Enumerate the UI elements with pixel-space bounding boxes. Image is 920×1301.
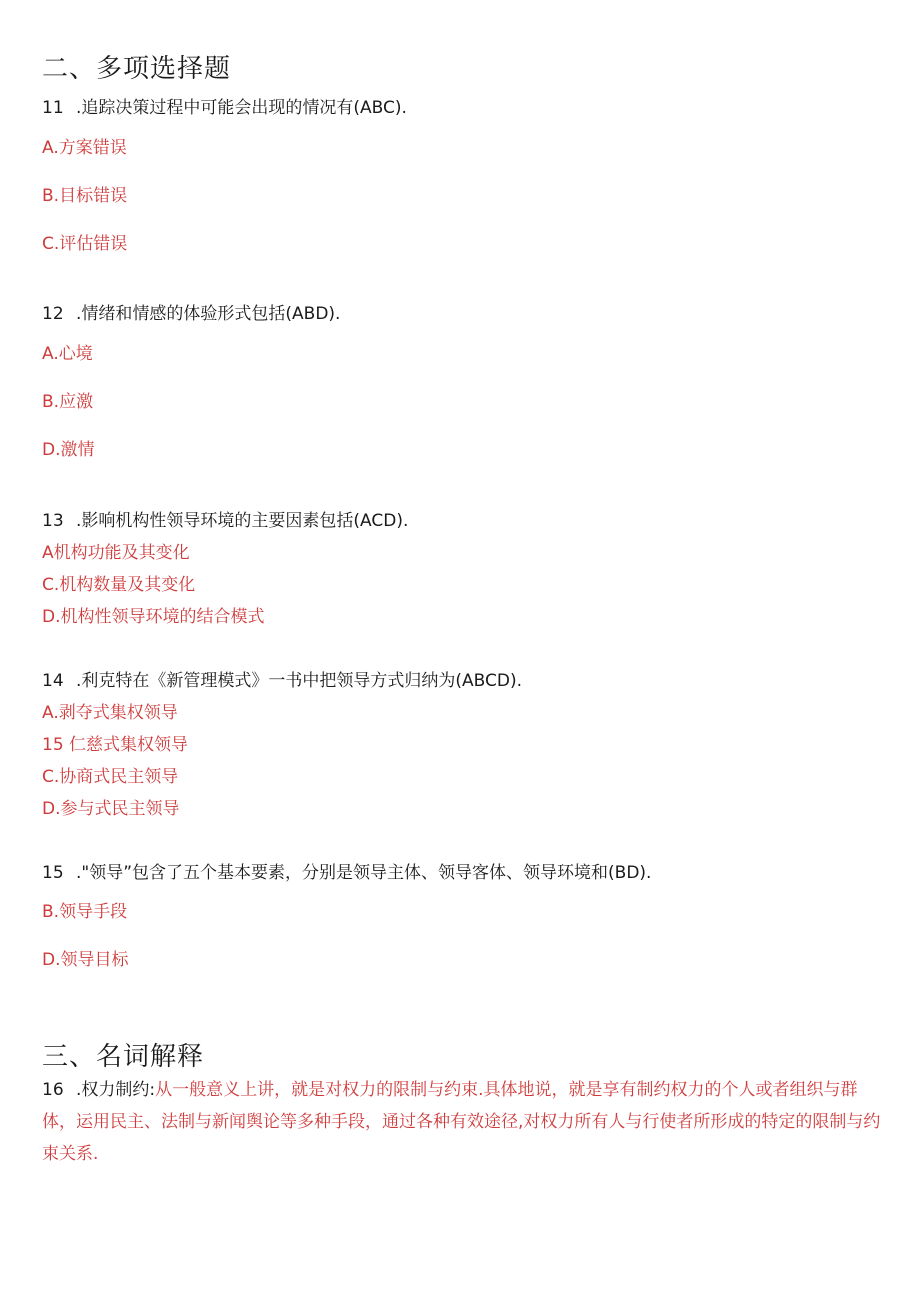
section-title-multi-choice: 二、多项选择题: [42, 54, 232, 84]
term-name: .权力制约:: [76, 1080, 156, 1100]
question-number: 13: [42, 511, 64, 531]
option-item: A.剥夺式集权领导: [42, 703, 178, 723]
question-text: .利克特在《新管理模式》一书中把领导方式归纳为(ABCD).: [76, 671, 523, 691]
option-item: B.目标错误: [42, 186, 128, 206]
question-number: 11: [42, 98, 64, 118]
option-item: D.领导目标: [42, 950, 129, 970]
option-item: D.机构性领导环境的结合模式: [42, 607, 265, 627]
option-item: B.应激: [42, 392, 94, 412]
option-item: B.领导手段: [42, 902, 128, 922]
question-text: .追踪决策过程中可能会出现的情况有(ABC).: [76, 98, 407, 118]
option-item: A机构功能及其变化: [42, 543, 190, 563]
option-item: C.机构数量及其变化: [42, 575, 196, 595]
term-number: 16: [42, 1080, 64, 1100]
option-item: A.方案错误: [42, 138, 127, 158]
option-item: A.心境: [42, 344, 93, 364]
option-item: D.激情: [42, 440, 95, 460]
term-definition: 从一般意义上讲，就是对权力的限制与约束.具体地说，就是享有制约权力的个人或者组织与群体，运用民主、法制与新闻舆论等多种手段，通过各种有效途径,对权力所有人与行使者所形成的特定的限制与约束关系.: [42, 1080, 881, 1164]
option-item: 15 仁慈式集权领导: [42, 735, 189, 755]
section-title-terms: 三、名词解释: [42, 1042, 205, 1072]
question-number: 14: [42, 671, 64, 691]
option-item: C.评估错误: [42, 234, 128, 254]
question-number: 12: [42, 304, 64, 324]
term-item-16: [42, 1074, 886, 1170]
question-number: 15: [42, 863, 64, 883]
question-14: [42, 666, 522, 691]
option-item: C.协商式民主领导: [42, 767, 179, 787]
question-text: .情绪和情感的体验形式包括(ABD).: [76, 304, 341, 324]
question-15: [42, 858, 651, 883]
question-text: ."领导”包含了五个基本要素，分别是领导主体、领导客体、领导环境和(BD).: [76, 863, 652, 883]
question-11: [42, 93, 407, 118]
question-text: .影响机构性领导环境的主要因素包括(ACD).: [76, 511, 409, 531]
question-13: [42, 506, 408, 531]
option-item: D.参与式民主领导: [42, 799, 180, 819]
question-12: [42, 299, 340, 324]
